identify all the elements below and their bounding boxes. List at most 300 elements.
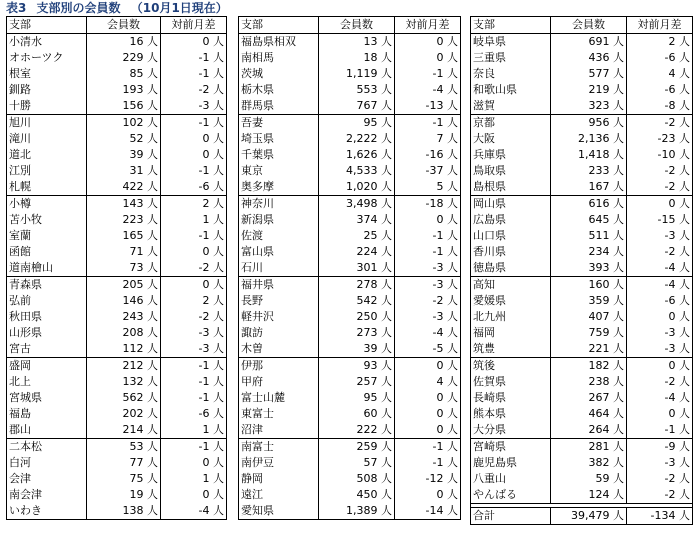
branch-name: 秋田県 — [7, 309, 87, 325]
table-row — [471, 196, 693, 213]
monthly-diff: -14 人 — [395, 503, 461, 520]
branch-name: 郡山 — [7, 422, 87, 439]
table-row — [239, 455, 461, 471]
monthly-diff: -2 人 — [627, 244, 693, 260]
branch-name: 滝川 — [7, 131, 87, 147]
branch-name: 高知 — [471, 277, 551, 294]
table-row — [239, 309, 461, 325]
monthly-diff: 0 人 — [161, 455, 227, 471]
monthly-diff: 0 人 — [395, 358, 461, 375]
table-row — [471, 147, 693, 163]
table-row — [239, 131, 461, 147]
branch-table-right — [470, 16, 693, 525]
branch-name: 佐渡 — [239, 228, 319, 244]
member-count: 60 人 — [319, 406, 395, 422]
monthly-diff: -6 人 — [161, 179, 227, 196]
branch-name: 石川 — [239, 260, 319, 277]
table-row — [239, 406, 461, 422]
monthly-diff: 0 人 — [627, 358, 693, 375]
branch-name: 吾妻 — [239, 115, 319, 132]
total-diff: -134 人 — [627, 508, 693, 525]
member-count: 645 人 — [551, 212, 627, 228]
table-row — [239, 341, 461, 358]
branch-name: 筑後 — [471, 358, 551, 375]
member-count: 202 人 — [87, 406, 161, 422]
table-row — [471, 66, 693, 82]
monthly-diff: -9 人 — [627, 439, 693, 456]
member-count: 1,626 人 — [319, 147, 395, 163]
member-count: 323 人 — [551, 98, 627, 115]
monthly-diff: 0 人 — [395, 422, 461, 439]
monthly-diff: 0 人 — [161, 131, 227, 147]
branch-name: 三重県 — [471, 50, 551, 66]
member-count: 13 人 — [319, 34, 395, 51]
table-row — [471, 163, 693, 179]
branch-name: 旭川 — [7, 115, 87, 132]
member-count: 464 人 — [551, 406, 627, 422]
monthly-diff: 1 人 — [161, 471, 227, 487]
branch-name: 小樽 — [7, 196, 87, 213]
monthly-diff: -12 人 — [395, 471, 461, 487]
table-row — [239, 98, 461, 115]
member-count: 2,136 人 — [551, 131, 627, 147]
branch-name: 岐阜県 — [471, 34, 551, 51]
member-count: 956 人 — [551, 115, 627, 132]
table-row — [7, 487, 227, 503]
table-row — [471, 228, 693, 244]
branch-name: 沼津 — [239, 422, 319, 439]
table-row — [239, 34, 461, 51]
member-count: 182 人 — [551, 358, 627, 375]
table-row — [471, 374, 693, 390]
member-count: 250 人 — [319, 309, 395, 325]
monthly-diff: 0 人 — [395, 487, 461, 503]
branch-name: 函館 — [7, 244, 87, 260]
branch-name: 南伊豆 — [239, 455, 319, 471]
monthly-diff: -4 人 — [627, 390, 693, 406]
branch-name: 鹿児島県 — [471, 455, 551, 471]
table-row — [471, 341, 693, 358]
monthly-diff: 0 人 — [161, 487, 227, 503]
monthly-diff: 0 人 — [395, 406, 461, 422]
branch-name: 北上 — [7, 374, 87, 390]
table-row — [239, 390, 461, 406]
table-row — [239, 212, 461, 228]
branch-name: 福井県 — [239, 277, 319, 294]
member-count: 450 人 — [319, 487, 395, 503]
table-row — [471, 293, 693, 309]
member-count: 57 人 — [319, 455, 395, 471]
member-count: 214 人 — [87, 422, 161, 439]
table-row — [471, 277, 693, 294]
member-count: 238 人 — [551, 374, 627, 390]
branch-name: 奈良 — [471, 66, 551, 82]
table-row — [7, 196, 227, 213]
monthly-diff: -6 人 — [627, 293, 693, 309]
table-number: 表3 — [6, 1, 27, 15]
monthly-diff: 2 人 — [161, 293, 227, 309]
member-count: 436 人 — [551, 50, 627, 66]
monthly-diff: -1 人 — [395, 115, 461, 132]
member-count: 167 人 — [551, 179, 627, 196]
table-row — [239, 277, 461, 294]
monthly-diff: -2 人 — [161, 82, 227, 98]
table-row — [471, 439, 693, 456]
branch-name: 苫小牧 — [7, 212, 87, 228]
monthly-diff: -3 人 — [627, 455, 693, 471]
monthly-diff: -18 人 — [395, 196, 461, 213]
branch-name: 福岡 — [471, 325, 551, 341]
table-row — [7, 98, 227, 115]
monthly-diff: -2 人 — [627, 115, 693, 132]
header-branch: 支部 — [7, 17, 87, 34]
monthly-diff: 2 人 — [161, 196, 227, 213]
member-count: 53 人 — [87, 439, 161, 456]
branch-name: 南会津 — [7, 487, 87, 503]
monthly-diff: 2 人 — [627, 34, 693, 51]
branch-name: 大分県 — [471, 422, 551, 439]
table-row — [7, 293, 227, 309]
member-count: 75 人 — [87, 471, 161, 487]
monthly-diff: 0 人 — [161, 277, 227, 294]
monthly-diff: -4 人 — [395, 82, 461, 98]
branch-name: 新潟県 — [239, 212, 319, 228]
member-count: 95 人 — [319, 390, 395, 406]
branch-name: 和歌山県 — [471, 82, 551, 98]
member-count: 132 人 — [87, 374, 161, 390]
monthly-diff: -37 人 — [395, 163, 461, 179]
member-count: 77 人 — [87, 455, 161, 471]
table-row — [7, 390, 227, 406]
table-row — [7, 260, 227, 277]
header-members: 会員数 — [551, 17, 627, 34]
table-row — [7, 228, 227, 244]
branch-name: 茨城 — [239, 66, 319, 82]
branch-name: 会津 — [7, 471, 87, 487]
table-row — [239, 147, 461, 163]
monthly-diff: -4 人 — [627, 277, 693, 294]
table-row — [7, 325, 227, 341]
table-row — [7, 82, 227, 98]
monthly-diff: -2 人 — [395, 293, 461, 309]
table-row — [7, 439, 227, 456]
monthly-diff: -3 人 — [161, 341, 227, 358]
table-row — [471, 131, 693, 147]
member-count: 273 人 — [319, 325, 395, 341]
table-row — [239, 293, 461, 309]
header-members: 会員数 — [319, 17, 395, 34]
monthly-diff: -15 人 — [627, 212, 693, 228]
header-diff: 対前月差 — [161, 17, 227, 34]
monthly-diff: 0 人 — [395, 34, 461, 51]
member-count: 112 人 — [87, 341, 161, 358]
monthly-diff: -2 人 — [627, 471, 693, 487]
member-count: 222 人 — [319, 422, 395, 439]
member-count: 234 人 — [551, 244, 627, 260]
member-count: 39 人 — [319, 341, 395, 358]
table-row — [239, 503, 461, 520]
member-count: 691 人 — [551, 34, 627, 51]
table-row — [471, 309, 693, 325]
branch-name: 軽井沢 — [239, 309, 319, 325]
branch-name: 神奈川 — [239, 196, 319, 213]
branch-name: 富士山麓 — [239, 390, 319, 406]
monthly-diff: -1 人 — [161, 115, 227, 132]
member-count: 374 人 — [319, 212, 395, 228]
member-count: 243 人 — [87, 309, 161, 325]
branch-name: 青森県 — [7, 277, 87, 294]
table-row — [471, 358, 693, 375]
branch-name: 南富士 — [239, 439, 319, 456]
member-count: 562 人 — [87, 390, 161, 406]
monthly-diff: -4 人 — [395, 325, 461, 341]
table-row — [7, 422, 227, 439]
branch-name: 小清水 — [7, 34, 87, 51]
member-count: 281 人 — [551, 439, 627, 456]
member-count: 71 人 — [87, 244, 161, 260]
table-row — [7, 309, 227, 325]
branch-name: 江別 — [7, 163, 87, 179]
table-row — [7, 115, 227, 132]
branch-name: 白河 — [7, 455, 87, 471]
table-row — [239, 471, 461, 487]
branch-name: 札幌 — [7, 179, 87, 196]
member-count: 267 人 — [551, 390, 627, 406]
member-count: 259 人 — [319, 439, 395, 456]
monthly-diff: -3 人 — [161, 98, 227, 115]
member-count: 52 人 — [87, 131, 161, 147]
branch-name: 釧路 — [7, 82, 87, 98]
member-count: 264 人 — [551, 422, 627, 439]
branch-name: オホーツク — [7, 50, 87, 66]
table-row — [7, 34, 227, 51]
table-row — [239, 358, 461, 375]
monthly-diff: 0 人 — [161, 147, 227, 163]
member-count: 759 人 — [551, 325, 627, 341]
branch-name: 富山県 — [239, 244, 319, 260]
member-count: 19 人 — [87, 487, 161, 503]
branch-name: 京都 — [471, 115, 551, 132]
branch-name: 室蘭 — [7, 228, 87, 244]
table-header-row — [471, 17, 693, 34]
branch-name: 木曽 — [239, 341, 319, 358]
branch-table-left — [6, 16, 227, 520]
monthly-diff: -1 人 — [161, 50, 227, 66]
member-count: 25 人 — [319, 228, 395, 244]
table-row — [471, 179, 693, 196]
table-row — [7, 244, 227, 260]
branch-name: 筑豊 — [471, 341, 551, 358]
monthly-diff: -1 人 — [161, 374, 227, 390]
monthly-diff: -1 人 — [161, 228, 227, 244]
table-row — [239, 50, 461, 66]
table-row — [7, 212, 227, 228]
table-row — [7, 50, 227, 66]
branch-name: 香川県 — [471, 244, 551, 260]
branch-name: 福島 — [7, 406, 87, 422]
branch-name: 徳島県 — [471, 260, 551, 277]
table-title — [6, 0, 234, 16]
branch-name: 兵庫県 — [471, 147, 551, 163]
member-count: 212 人 — [87, 358, 161, 375]
member-count: 393 人 — [551, 260, 627, 277]
member-count: 102 人 — [87, 115, 161, 132]
member-count: 1,418 人 — [551, 147, 627, 163]
member-count: 208 人 — [87, 325, 161, 341]
branch-name: 二本松 — [7, 439, 87, 456]
member-count: 16 人 — [87, 34, 161, 51]
branch-name: 盛岡 — [7, 358, 87, 375]
member-count: 3,498 人 — [319, 196, 395, 213]
table-row — [471, 390, 693, 406]
monthly-diff: -3 人 — [395, 260, 461, 277]
table-row — [7, 455, 227, 471]
member-count: 577 人 — [551, 66, 627, 82]
table-row — [7, 374, 227, 390]
table-row — [239, 115, 461, 132]
header-branch: 支部 — [239, 17, 319, 34]
monthly-diff: 7 人 — [395, 131, 461, 147]
branch-name: 埼玉県 — [239, 131, 319, 147]
monthly-diff: -3 人 — [627, 325, 693, 341]
member-count: 382 人 — [551, 455, 627, 471]
branch-name: 甲府 — [239, 374, 319, 390]
member-count: 18 人 — [319, 50, 395, 66]
member-count: 542 人 — [319, 293, 395, 309]
branch-name: 滋賀 — [471, 98, 551, 115]
monthly-diff: 0 人 — [395, 390, 461, 406]
monthly-diff: -1 人 — [395, 455, 461, 471]
member-count: 221 人 — [551, 341, 627, 358]
branch-name: 宮城県 — [7, 390, 87, 406]
branch-name: 道北 — [7, 147, 87, 163]
member-count: 1,020 人 — [319, 179, 395, 196]
branch-name: 宮古 — [7, 341, 87, 358]
monthly-diff: -1 人 — [161, 439, 227, 456]
member-count: 73 人 — [87, 260, 161, 277]
table-row — [239, 163, 461, 179]
member-count: 146 人 — [87, 293, 161, 309]
branch-name: 伊那 — [239, 358, 319, 375]
table-row — [239, 82, 461, 98]
branch-name: 山形県 — [7, 325, 87, 341]
branch-name: 島根県 — [471, 179, 551, 196]
table-row — [239, 487, 461, 503]
branch-name: 諏訪 — [239, 325, 319, 341]
table-row — [7, 179, 227, 196]
member-count: 422 人 — [87, 179, 161, 196]
table-row — [239, 439, 461, 456]
header-members: 会員数 — [87, 17, 161, 34]
monthly-diff: 0 人 — [161, 244, 227, 260]
table-row — [471, 325, 693, 341]
total-row — [471, 508, 693, 525]
monthly-diff: -2 人 — [627, 163, 693, 179]
member-count: 407 人 — [551, 309, 627, 325]
table-row — [7, 471, 227, 487]
branch-name: 熊本県 — [471, 406, 551, 422]
table-row — [471, 82, 693, 98]
table-row — [471, 244, 693, 260]
branch-name: 南相馬 — [239, 50, 319, 66]
member-count: 205 人 — [87, 277, 161, 294]
branch-name: 佐賀県 — [471, 374, 551, 390]
monthly-diff: -3 人 — [627, 341, 693, 358]
total-members: 39,479 人 — [551, 508, 627, 525]
table-row — [7, 131, 227, 147]
table-row — [7, 163, 227, 179]
branch-name: やんばる — [471, 487, 551, 504]
branch-name: 遠江 — [239, 487, 319, 503]
table-header-row — [239, 17, 461, 34]
member-count: 223 人 — [87, 212, 161, 228]
branch-table-middle — [238, 16, 461, 520]
monthly-diff: -2 人 — [161, 260, 227, 277]
member-count: 4,533 人 — [319, 163, 395, 179]
table-row — [7, 277, 227, 294]
table-row — [471, 422, 693, 439]
header-diff: 対前月差 — [395, 17, 461, 34]
member-count: 257 人 — [319, 374, 395, 390]
monthly-diff: -6 人 — [161, 406, 227, 422]
branch-name: 愛知県 — [239, 503, 319, 520]
monthly-diff: -2 人 — [627, 179, 693, 196]
monthly-diff: -3 人 — [161, 325, 227, 341]
branch-name: 八重山 — [471, 471, 551, 487]
member-count: 301 人 — [319, 260, 395, 277]
monthly-diff: -4 人 — [627, 260, 693, 277]
member-count: 233 人 — [551, 163, 627, 179]
monthly-diff: -1 人 — [395, 439, 461, 456]
branch-name: 山口県 — [471, 228, 551, 244]
branch-name: 奥多摩 — [239, 179, 319, 196]
table-header-row — [7, 17, 227, 34]
member-count: 1,389 人 — [319, 503, 395, 520]
member-count: 138 人 — [87, 503, 161, 520]
table-row — [239, 196, 461, 213]
branch-name: 岡山県 — [471, 196, 551, 213]
monthly-diff: -4 人 — [161, 503, 227, 520]
table-row — [471, 98, 693, 115]
member-count: 219 人 — [551, 82, 627, 98]
member-count: 193 人 — [87, 82, 161, 98]
table-row — [239, 422, 461, 439]
monthly-diff: -1 人 — [395, 244, 461, 260]
member-count: 93 人 — [319, 358, 395, 375]
member-count: 553 人 — [319, 82, 395, 98]
branch-name: 大阪 — [471, 131, 551, 147]
header-branch: 支部 — [471, 17, 551, 34]
member-count: 165 人 — [87, 228, 161, 244]
table-row — [7, 147, 227, 163]
member-count: 39 人 — [87, 147, 161, 163]
monthly-diff: -1 人 — [395, 66, 461, 82]
monthly-diff: 0 人 — [395, 212, 461, 228]
branch-name: 根室 — [7, 66, 87, 82]
table-row — [239, 325, 461, 341]
monthly-diff: -1 人 — [161, 163, 227, 179]
total-label: 合計 — [471, 508, 551, 525]
monthly-diff: 1 人 — [161, 422, 227, 439]
table-row — [7, 358, 227, 375]
table-row — [471, 487, 693, 504]
monthly-diff: -6 人 — [627, 50, 693, 66]
monthly-diff: -10 人 — [627, 147, 693, 163]
table-row — [239, 66, 461, 82]
table-row — [471, 406, 693, 422]
monthly-diff: 0 人 — [395, 50, 461, 66]
table-row — [239, 374, 461, 390]
